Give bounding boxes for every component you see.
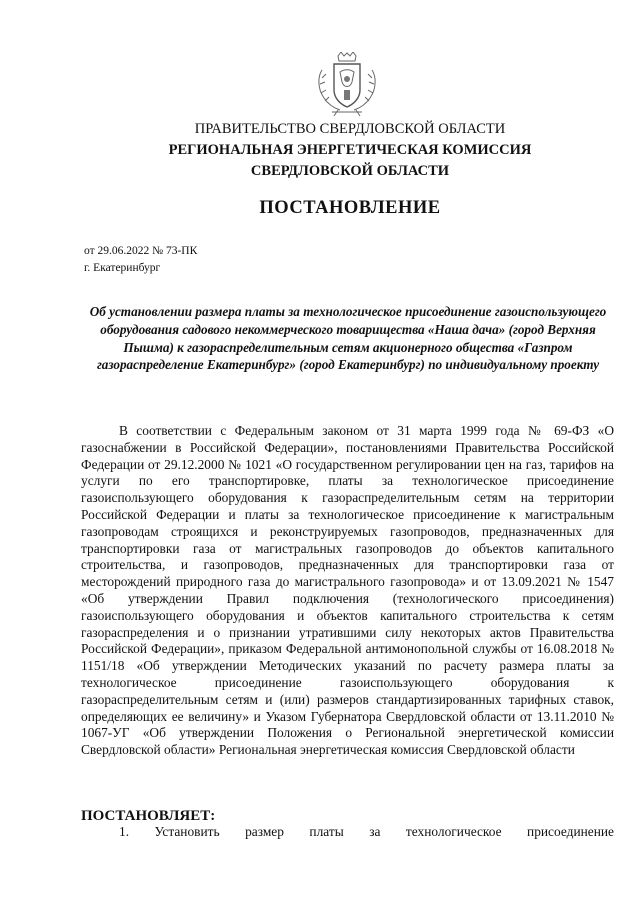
decree-item-1: 1. Установить размер платы за технологическое присоединение <box>119 824 614 839</box>
coat-of-arms-icon <box>314 52 380 118</box>
document-date-number: от 29.06.2022 № 73-ПК <box>84 245 198 257</box>
org-name: ПРАВИТЕЛЬСТВО СВЕРДЛОВСКОЙ ОБЛАСТИ <box>194 121 506 137</box>
decree-heading: ПОСТАНОВЛЯЕТ: <box>81 808 216 824</box>
document-body: В соответствии с Федеральным законом от 31 марта 1999 года № 69-ФЗ «О газоснабжении в Российской Федерации», постановлениями Правительства Российской Федерации от 29.12.2000 № 1021 «О государственном регулировании цен на газ, тарифов на услуги по его транспортировке, платы за технологическое присоединение газоиспользующего оборудования к газораспределительным сетям на территории Российской Федерации и платы за технологическое присоединение к магистральным газопроводам строящихся и реконструируемых газопроводов, предназначенных для транспортировки газа от магистральных газопроводов до объектов капитального строительства, и газопроводов, предназначенных для транспортировки газа от месторождений природного газа до магистрального газопровода» и от 13.09.2021 № 1547 «Об утверждении Правил подключения (технологического присоединения) газоиспользующего оборудования и объектов капитального строительства к сетям газораспределения и о признании утратившими силу некоторых актов Правительства Российской Федерации», приказом Федеральной антимонопольной службы от 16.08.2018 № 1151/18 «Об утверждении Методических указаний по расчету размера платы за технологическое присоединение газоиспользующего оборудования к газораспределительным сетям и (или) размеров стандартизированных тарифных ставок, определяющих ее величину» и Указом Губернатора Свердловской области от 13.11.2010 № 1067-УГ «Об утверждении Положения о Региональной энергетической комиссии Свердловской области» Региональная энергетическая комиссия Свердловской области <box>81 423 614 758</box>
commission-name-line1: РЕГИОНАЛЬНАЯ ЭНЕРГЕТИЧЕСКАЯ КОМИССИЯ <box>168 142 532 158</box>
document-city: г. Екатеринбург <box>84 262 161 274</box>
document-type: ПОСТАНОВЛЕНИЕ <box>259 198 441 218</box>
commission-name-line2: СВЕРДЛОВСКОЙ ОБЛАСТИ <box>250 163 450 179</box>
document-title: Об установлении размера платы за технологическое присоединение газоиспользующего оборудования садового некоммерческого товарищества «Наша дача» (город Верхняя Пышма) к газораспределительным сетям акционерного общества «Газпром газораспределение Екатеринбург» (город Екатеринбург) по индивидуальному проекту <box>89 304 607 373</box>
